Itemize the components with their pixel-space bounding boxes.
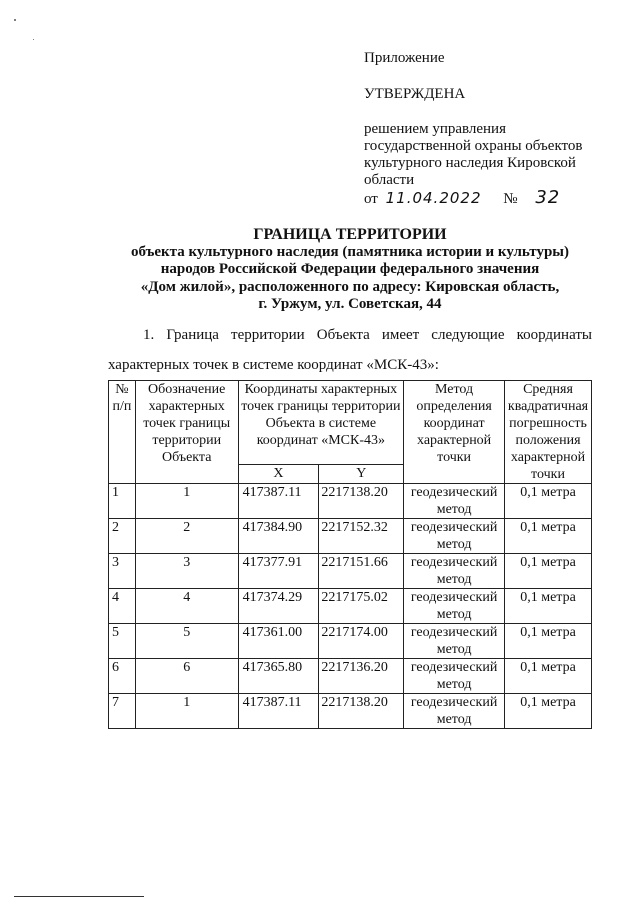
- cell-method: геодезический метод: [404, 659, 505, 694]
- title-line-1: ГРАНИЦА ТЕРРИТОРИИ: [253, 226, 447, 243]
- cell-point: 2: [135, 519, 238, 554]
- cell-error: 0,1 метра: [505, 484, 592, 519]
- cell-x: 417365.80: [238, 659, 319, 694]
- cell-method: геодезический метод: [404, 624, 505, 659]
- paragraph-line-1: 1. Граница территории Объекта имеет следующие координаты: [143, 327, 592, 343]
- title-line-2: объекта культурного наследия (памятника истории и культуры): [130, 243, 569, 260]
- cell-point: 1: [135, 694, 238, 729]
- cell-num: 6: [109, 659, 136, 694]
- cell-x: 417387.11: [238, 694, 319, 729]
- decision-number-line: [364, 189, 560, 208]
- header-coords: Координаты характерных точек границы территории Объекта в системе координат «МСК-43»: [238, 381, 404, 465]
- cell-y: 2217151.66: [319, 554, 404, 589]
- cell-error: 0,1 метра: [505, 589, 592, 624]
- cell-num: 2: [109, 519, 136, 554]
- scan-speck: [14, 19, 16, 21]
- cell-method: геодезический метод: [404, 554, 505, 589]
- handwritten-number: 32: [535, 187, 561, 208]
- cell-num: 1: [109, 484, 136, 519]
- title-line-5: г. Уржум, ул. Советская, 44: [258, 296, 442, 312]
- paragraph-line-2: характерных точек в системе координат «МСК-43»:: [108, 357, 439, 373]
- header-x: X: [238, 465, 319, 484]
- cell-point: 5: [135, 624, 238, 659]
- table-row: [109, 484, 592, 519]
- table-row: [109, 589, 592, 624]
- table-row: [109, 624, 592, 659]
- cell-x: 417377.91: [238, 554, 319, 589]
- title-line-4: «Дом жилой», расположенного по адресу: Кировская область,: [140, 278, 560, 295]
- paragraph-1: [108, 326, 592, 374]
- cell-point: 3: [135, 554, 238, 589]
- cell-y: 2217174.00: [319, 624, 404, 659]
- table-row: [109, 519, 592, 554]
- cell-point: 6: [135, 659, 238, 694]
- handwritten-date: 11.04.2022: [385, 189, 482, 207]
- cell-x: 417384.90: [238, 519, 319, 554]
- cell-y: 2217138.20: [319, 484, 404, 519]
- cell-method: геодезический метод: [404, 484, 505, 519]
- cell-method: геодезический метод: [404, 694, 505, 729]
- cell-num: 3: [109, 554, 136, 589]
- header-y: Y: [319, 465, 404, 484]
- cell-error: 0,1 метра: [505, 694, 592, 729]
- header-point: Обозначение характерных точек границы территории Объекта: [135, 381, 238, 484]
- header-method: Метод определения координат характерной точки: [404, 381, 505, 484]
- cell-error: 0,1 метра: [505, 624, 592, 659]
- footnote-divider: [14, 896, 144, 897]
- header-error: Средняя квадратичная погрешность положения характерной точки: [505, 381, 592, 484]
- cell-x: 417387.11: [238, 484, 319, 519]
- cell-error: 0,1 метра: [505, 519, 592, 554]
- cell-x: 417374.29: [238, 589, 319, 624]
- title-line-3: народов Российской Федерации федерального значения: [160, 261, 540, 277]
- coordinates-table: [108, 380, 592, 729]
- number-sign: №: [503, 191, 518, 207]
- decision-text: решением управления государственной охраны объектов культурного наследия Кировской области: [364, 121, 583, 188]
- table-body: [109, 484, 592, 729]
- table-row: [109, 659, 592, 694]
- cell-error: 0,1 метра: [505, 554, 592, 589]
- cell-point: 4: [135, 589, 238, 624]
- cell-point: 1: [135, 484, 238, 519]
- cell-y: 2217152.32: [319, 519, 404, 554]
- approved-label: УТВЕРЖДЕНА: [364, 86, 466, 102]
- cell-num: 7: [109, 694, 136, 729]
- appendix-label: Приложение: [364, 50, 445, 66]
- cell-y: 2217175.02: [319, 589, 404, 624]
- cell-num: 4: [109, 589, 136, 624]
- scan-speck: [33, 39, 34, 40]
- cell-y: 2217138.20: [319, 694, 404, 729]
- from-label: от: [364, 191, 378, 207]
- table-row: [109, 554, 592, 589]
- table-row: [109, 694, 592, 729]
- cell-method: геодезический метод: [404, 519, 505, 554]
- cell-y: 2217136.20: [319, 659, 404, 694]
- document-title: [100, 226, 600, 314]
- cell-num: 5: [109, 624, 136, 659]
- cell-error: 0,1 метра: [505, 659, 592, 694]
- cell-method: геодезический метод: [404, 589, 505, 624]
- cell-x: 417361.00: [238, 624, 319, 659]
- header-num: № п/п: [109, 381, 136, 484]
